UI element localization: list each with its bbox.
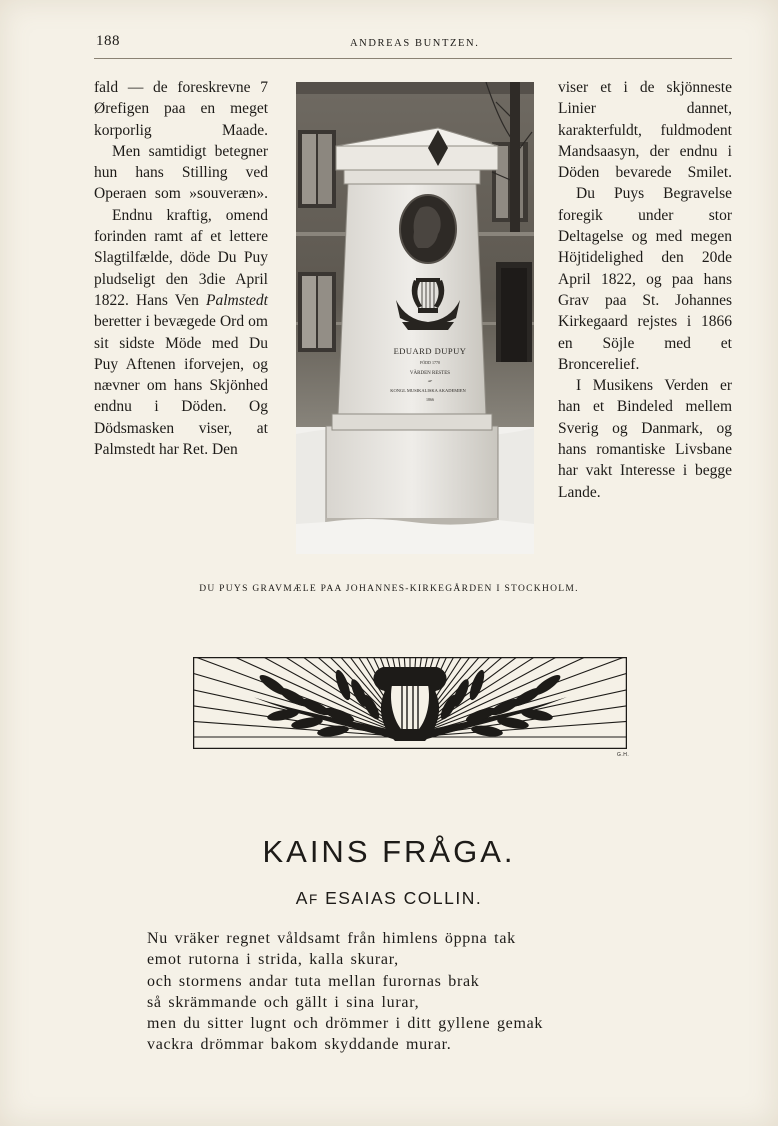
lyre-laurel-ornament bbox=[193, 657, 627, 749]
inscription-line-6: 1866 bbox=[426, 397, 434, 402]
poem-author bbox=[0, 888, 778, 909]
inscription-line-2: FÖDD 1770 bbox=[420, 360, 440, 365]
left-paragraph-2: Men samtidigt betegner hun hans Stilling ved Operaen som »souveræn». bbox=[94, 142, 268, 203]
poem-title: KAINS FRÅGA. bbox=[262, 834, 516, 869]
right-paragraph-3: I Musikens Verden er han et Bindeled mellem Sverig og Danmark, og hans romantiske Livsbane har vakt Interesse i begge Lande. bbox=[558, 377, 732, 501]
inscription-line-5: KONGL MUSIKALISKA AKADEMIEN bbox=[390, 388, 466, 393]
right-text-column bbox=[558, 77, 732, 503]
vignette-artist-initials: G.H. bbox=[617, 752, 630, 758]
poem-line-3: och stormens andar tuta mellan furornas brak bbox=[147, 972, 480, 990]
poem-line-6: vackra drömmar bakom skyddande murar. bbox=[147, 1036, 452, 1054]
monument-illustration bbox=[296, 82, 534, 554]
lyre-vignette bbox=[193, 657, 627, 749]
poem-line-4: så skrämmande och gällt i sina lurar, bbox=[147, 993, 420, 1011]
grave-monument-photo bbox=[296, 82, 534, 554]
author-name: ESAIAS COLLIN. bbox=[318, 888, 483, 908]
running-head: ANDREAS BUNTZEN. bbox=[350, 38, 480, 49]
poem-line-1: Nu vräker regnet våldsamt från himlens öppna tak bbox=[147, 930, 516, 947]
left-text-column bbox=[94, 77, 268, 460]
right-paragraph-2: Du Puys Begravelse foregik under stor Deltagelse og med megen Höjtidelighed den 20de April 1822, og paa hans Grav paa St. Johannes Kirkegaard rejstes i 1866 en Söjle med et Broncerelief. bbox=[558, 185, 732, 373]
inscription-line-4: AF bbox=[427, 379, 433, 383]
poem-line-5: men du sitter lugnt och drömmer i ditt gyllene gemak bbox=[147, 1015, 544, 1033]
photo-caption: DU PUYS GRAVMÆLE PAA JOHANNES-KIRKEGÅRDEN I STOCKHOLM. bbox=[199, 584, 579, 594]
header-rule bbox=[94, 58, 732, 59]
left-paragraph-3-end: beretter i bevægede Ord om sit sidste Möde med Du Puy Aftenen iforvejen, og nævner om hans Skjönhed endnu i Döden. Og Dödsmasken viser, at Palmstedt har Ret. Den bbox=[94, 313, 268, 459]
left-paragraph-3-start: Endnu kraftig, omend forinden ramt af et lettere Slagtilfælde, döde Du Puy pludseligt den 3die April 1822. Hans Ven bbox=[94, 206, 268, 309]
right-paragraph-1: viser et i de skjönneste Linier dannet, karakterfuldt, fuldmodent Mandsaasyn, der endnu i Döden bevarede Smilet. bbox=[558, 79, 732, 182]
poem-body bbox=[147, 928, 627, 1056]
author-prefix-capital: A bbox=[295, 888, 309, 908]
left-paragraph-3 bbox=[94, 205, 268, 461]
inscription-line-1: EDUARD DUPUY bbox=[393, 346, 467, 356]
author-prefix-small: F bbox=[308, 892, 319, 907]
left-paragraph-1: fald — de foreskrevne 7 Ørefigen paa en meget korporlig Maade. bbox=[94, 79, 268, 139]
inscription-line-3: VÄRDEN RESTES bbox=[409, 371, 451, 376]
poem-line-2: emot rutorna i strida, kalla skurar, bbox=[147, 951, 399, 969]
page-number: 188 bbox=[96, 33, 120, 49]
palmstedt-italic: Palmstedt bbox=[206, 291, 268, 309]
